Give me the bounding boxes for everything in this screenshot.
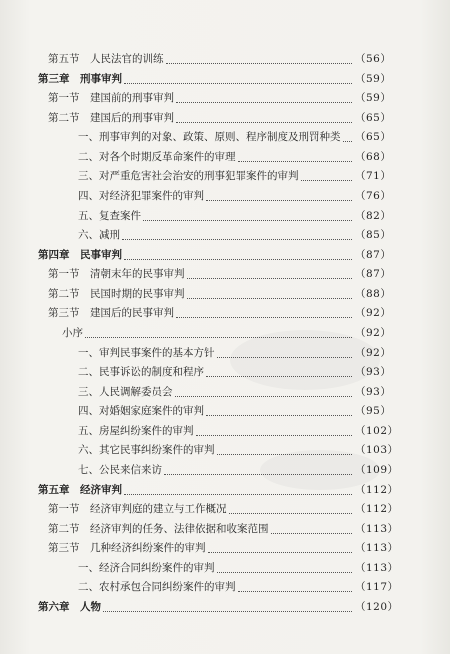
toc-entry-title: 第三节 建国后的民事审判 — [48, 307, 174, 320]
toc-entry-title: 第四章 民事审判 — [38, 248, 122, 261]
toc-page-number: （92） — [355, 307, 392, 320]
toc-dot-leader — [176, 299, 352, 318]
toc-entry-title: 一、刑事审判的对象、政策、原则、程序制度及刑罚种类 — [78, 131, 341, 144]
toc-page-number: （103） — [355, 444, 399, 457]
toc-entry-title: 二、民事诉讼的制度和程序 — [78, 366, 204, 379]
toc-entry-title: 二、农村承包合同纠纷案件的审判 — [78, 581, 236, 594]
toc-page-number: （65） — [355, 111, 392, 124]
toc-dot-leader — [166, 45, 353, 64]
toc-dot-leader — [124, 65, 352, 84]
toc-dot-leader — [271, 515, 353, 534]
toc-chapter-entry[interactable] — [0, 598, 450, 616]
toc-entry-title: 四、对经济犯罪案件的审判 — [78, 190, 204, 202]
toc-dot-leader — [164, 456, 352, 475]
toc-entry-title: 三、人民调解委员会 — [78, 385, 173, 398]
toc-dot-leader — [85, 319, 352, 338]
toc-dot-leader — [196, 417, 353, 436]
toc-page-number: （120） — [355, 601, 399, 613]
toc-item-entry[interactable] — [0, 148, 450, 166]
toc-page-number: （59） — [355, 92, 392, 105]
toc-entry-title: 第三章 刑事审判 — [38, 72, 122, 85]
toc-dot-leader — [217, 436, 353, 455]
toc-dot-leader — [187, 280, 353, 299]
toc-dot-leader — [143, 202, 352, 221]
toc-entry-title: 三、对严重危害社会治安的刑事犯罪案件的审判 — [78, 170, 299, 183]
toc-page-number: （112） — [355, 503, 399, 516]
toc-page-number: （113） — [355, 542, 399, 555]
toc-dot-leader — [206, 358, 352, 377]
toc-page-number: （117） — [355, 581, 399, 594]
toc-entry-title: 五、房屋纠纷案件的审判 — [78, 424, 194, 437]
toc-page-number: （113） — [355, 561, 399, 574]
toc-page-number: （76） — [355, 190, 392, 202]
toc-page-number: （95） — [355, 405, 392, 418]
toc-page-number: （113） — [355, 522, 399, 535]
toc-page-number: （71） — [355, 170, 392, 183]
toc-entry-title: 第一节 经济审判庭的建立与工作概况 — [48, 503, 227, 516]
toc-dot-leader — [103, 593, 352, 612]
toc-entry-title: 一、经济合同纠纷案件的审判 — [78, 561, 215, 574]
toc-entry-title: 四、对婚姻家庭案件的审判 — [78, 405, 204, 418]
toc-entry-title: 二、对各个时期反革命案件的审理 — [78, 150, 236, 163]
toc-page-number: （92） — [355, 346, 392, 359]
toc-page-number: （112） — [355, 483, 399, 496]
toc-entry-title: 一、审判民事案件的基本方针 — [78, 346, 215, 359]
toc-dot-leader — [238, 143, 353, 162]
toc-page-number: （92） — [355, 327, 392, 339]
toc-page-number: （85） — [355, 229, 392, 242]
toc-entry-title: 第三节 几种经济纠纷案件的审判 — [48, 542, 206, 555]
toc-dot-leader — [176, 84, 352, 103]
toc-page-number: （68） — [355, 150, 392, 163]
toc-page-number: （65） — [355, 131, 392, 144]
toc-page-number: （109） — [355, 464, 399, 476]
toc-entry-title: 第二节 建国后的刑事审判 — [48, 111, 174, 124]
toc-entry-title: 第五章 经济审判 — [38, 483, 122, 496]
toc-entry-title: 第一节 清朝末年的民事审判 — [48, 268, 185, 281]
toc-page-number: （82） — [355, 209, 392, 222]
toc-dot-leader — [229, 495, 353, 514]
toc-entry-title: 第二节 经济审判的任务、法律依据和收案范围 — [48, 522, 269, 535]
toc-dot-leader — [124, 476, 352, 495]
toc-entry-title: 七、公民来信来访 — [78, 464, 162, 476]
toc-entry-title: 小序 — [62, 327, 83, 339]
toc-page-number: （93） — [355, 385, 392, 398]
toc-dot-leader — [124, 241, 352, 260]
toc-dot-leader — [206, 397, 352, 416]
toc-dot-leader — [238, 573, 353, 592]
toc-dot-leader — [208, 534, 353, 553]
toc-section-entry[interactable] — [0, 500, 450, 518]
toc-section-entry[interactable] — [0, 109, 450, 127]
toc-item-entry[interactable] — [0, 559, 450, 577]
toc-dot-leader — [176, 104, 352, 123]
toc-dot-leader — [187, 260, 353, 279]
toc-entry-title: 第六章 人物 — [38, 601, 101, 613]
toc-page-number: （87） — [355, 268, 392, 281]
toc-page-number: （102） — [355, 424, 399, 437]
toc-dot-leader — [175, 378, 353, 397]
toc-entry-title: 第五节 人民法官的训练 — [48, 53, 164, 65]
toc-dot-leader — [343, 123, 353, 142]
toc-page-number: （88） — [355, 287, 392, 300]
toc-dot-leader — [206, 182, 352, 201]
toc-chapter-entry[interactable] — [0, 481, 450, 499]
toc-entry-title: 六、减刑 — [78, 229, 120, 242]
toc-dot-leader — [301, 162, 353, 181]
toc-item-entry[interactable] — [0, 128, 450, 146]
toc-page-number: （93） — [355, 366, 392, 379]
toc-entry-title: 第一节 建国前的刑事审判 — [48, 92, 174, 105]
toc-page-number: （59） — [355, 72, 392, 85]
toc-dot-leader — [122, 221, 352, 240]
toc-entry-title: 五、复查案件 — [78, 209, 141, 222]
toc-dot-leader — [217, 554, 353, 573]
toc-entry-title: 第二节 民国时期的民事审判 — [48, 287, 185, 300]
toc-entry-title: 六、其它民事纠纷案件的审判 — [78, 444, 215, 457]
toc-dot-leader — [217, 339, 353, 358]
toc-page-number: （56） — [355, 53, 392, 65]
toc-page-number: （87） — [355, 248, 392, 261]
